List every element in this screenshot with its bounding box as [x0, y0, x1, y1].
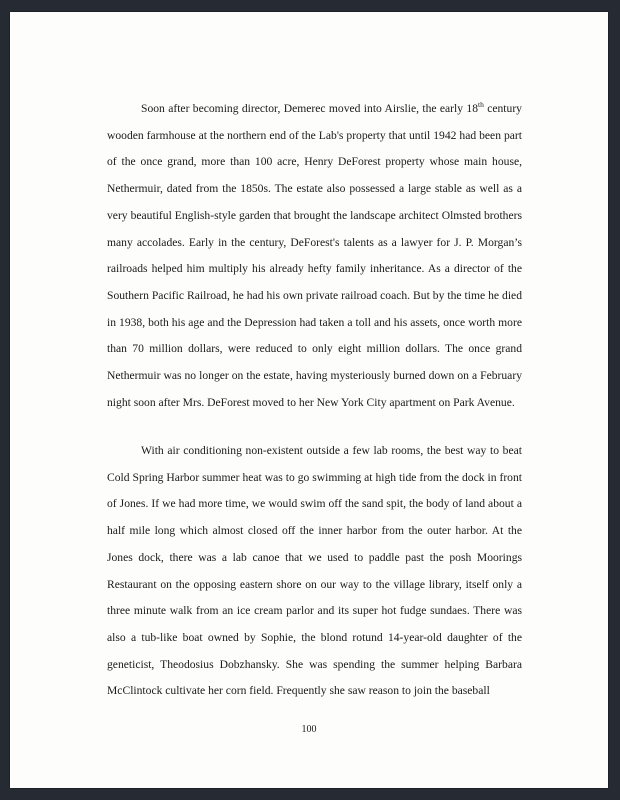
paragraph-2-text: With air conditioning non-existent outside a few lab rooms, the best way to beat Cold Spring Harbor summer heat was to go swimming at high tide from the dock in front of Jones. If we had more time, we would swim off the sand spit, the body of land about a half mile long which almost closed off the inner harbor from the outer harbor. At the Jones dock, there was a lab canoe that we used to paddle past the posh Moorings Restaurant on the opposing eastern shore on our way to the village library, itself only a three minute walk from an ice cream parlor and its super hot fudge sundaes. There was also a tub-like boat owned by Sophie, the blond rotund 14-year-old daughter of the geneticist, Theodosius Dobzhansky. She was spending the summer helping Barbara McClintock cultivate her corn field. Frequently she saw reason to join the baseball: [107, 444, 522, 698]
document-page: [10, 12, 608, 788]
paragraph-1-part-b: century wooden farmhouse at the northern end of the Lab's property that until 1942 had been part of the once grand, more than 100 acre, Henry DeForest property whose main house, Nethermuir, dated from the 1850s. The estate also possessed a large stable as well as a very beautiful English-style garden that brought the landscape architect Olmsted brothers many accolades. Early in the century, DeForest's talents as a lawyer for J. P. Morgan’s railroads helped him multiply his already hefty family inheritance. As a director of the Southern Pacific Railroad, he had his own private railroad coach. But by the time he died in 1938, both his age and the Depression had taken a toll and his assets, once worth more than 70 million dollars, were reduced to only eight million dollars. The once grand Nethermuir was no longer on the estate, having mysteriously burned down on a February night soon after Mrs. DeForest moved to her New York City apartment on Park Avenue.: [107, 102, 522, 409]
superscript-th: th: [478, 100, 484, 110]
paragraph-1: [107, 96, 522, 416]
paragraph-1-part-a: Soon after becoming director, Demerec moved into Airslie, the early 18: [141, 102, 479, 115]
page-number: 100: [301, 724, 317, 735]
paragraph-1-text: [107, 96, 522, 416]
paragraph-2: [107, 438, 522, 705]
